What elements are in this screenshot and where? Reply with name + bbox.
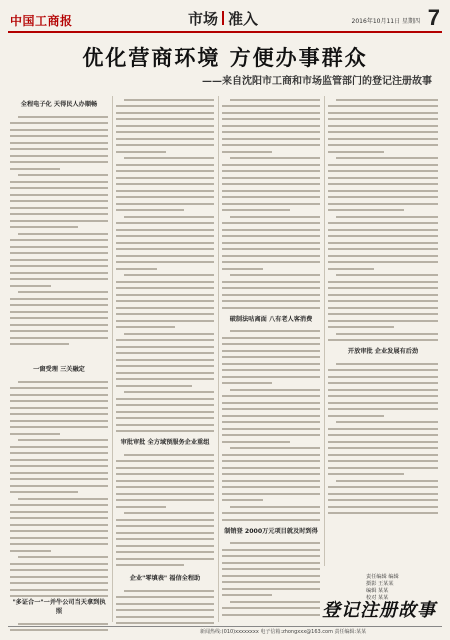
column-divider: [112, 96, 113, 622]
column-3-text-c: [222, 540, 320, 618]
section-heading-3: "多证合一"一并牛公司当天拿到执照: [12, 599, 106, 615]
section-heading-4: 审批审批 全方域预服务企业重组: [120, 439, 210, 446]
column-divider: [324, 96, 325, 566]
column-2-text-c: [116, 587, 214, 626]
section-title: [188, 8, 258, 30]
column-4-text: [328, 96, 438, 343]
column-3-text-b: [222, 328, 320, 523]
section-heading-8: 开放审批 企业发展有后劲: [347, 348, 419, 355]
body-text-line: [222, 611, 320, 618]
body-text-line: [116, 428, 214, 435]
credit-line: 责任编辑 编辑: [366, 574, 399, 580]
body-text-line: [222, 304, 320, 311]
column-1-text: [10, 113, 108, 347]
column-3: [222, 96, 320, 618]
credit-line: 摄影 王某某: [366, 581, 394, 587]
section-heading-7: 制销登 2000万元项目就及时到得: [224, 527, 318, 535]
section-label: 市场: [188, 10, 219, 28]
section-heading-1: 全程电子化 天得民人办顺畅: [20, 101, 98, 108]
page-number: 7: [427, 5, 440, 30]
column-2-text: [116, 96, 214, 434]
section-heading-6: 破制法咕离面 八有老人客消费: [229, 315, 313, 323]
body-text-line: [328, 337, 438, 344]
column-1-text-b: [10, 378, 108, 599]
column-4-text-b: [328, 360, 438, 516]
issue-date: 2016年10月11日 星期四: [351, 18, 420, 25]
section-sublabel: 准入: [228, 10, 259, 28]
credit-line: 编辑 某某: [366, 588, 389, 594]
column-2: [116, 96, 214, 626]
masthead: [8, 6, 442, 32]
column-divider: [218, 96, 219, 622]
body-text-line: [10, 341, 108, 348]
column-1: [10, 96, 108, 599]
footer-info: 新闻热线:(010)xxxxxxxx 电子信箱:zhongxxx@163.com 责任编辑:某某: [200, 629, 367, 635]
article-title: 优化营商环境 方便办事群众: [82, 46, 368, 70]
footer-rule: [8, 626, 442, 627]
section-heading-5: 企业"零填表" 福信全程助: [129, 575, 201, 582]
series-slogan: 登记注册故事: [322, 600, 436, 621]
column-1-bottom: [10, 594, 108, 633]
brand-name: 中国工商报: [10, 14, 73, 28]
body-text-line: [328, 510, 438, 517]
credit-line: 校对 某某: [366, 595, 389, 601]
column-2-text-b: [116, 451, 214, 568]
body-text-line: [222, 516, 320, 523]
body-text-line: [10, 627, 108, 634]
article-subtitle: ——来自沈阳市工商和市场监管部门的登记注册故事: [202, 76, 432, 87]
masthead-rule: [8, 31, 442, 33]
column-3-text: [222, 96, 320, 311]
body-text-line: [116, 562, 214, 569]
section-divider: [222, 11, 224, 25]
column-4: [328, 96, 438, 516]
section-heading-2: 一窗受理 三关融定: [33, 366, 85, 373]
